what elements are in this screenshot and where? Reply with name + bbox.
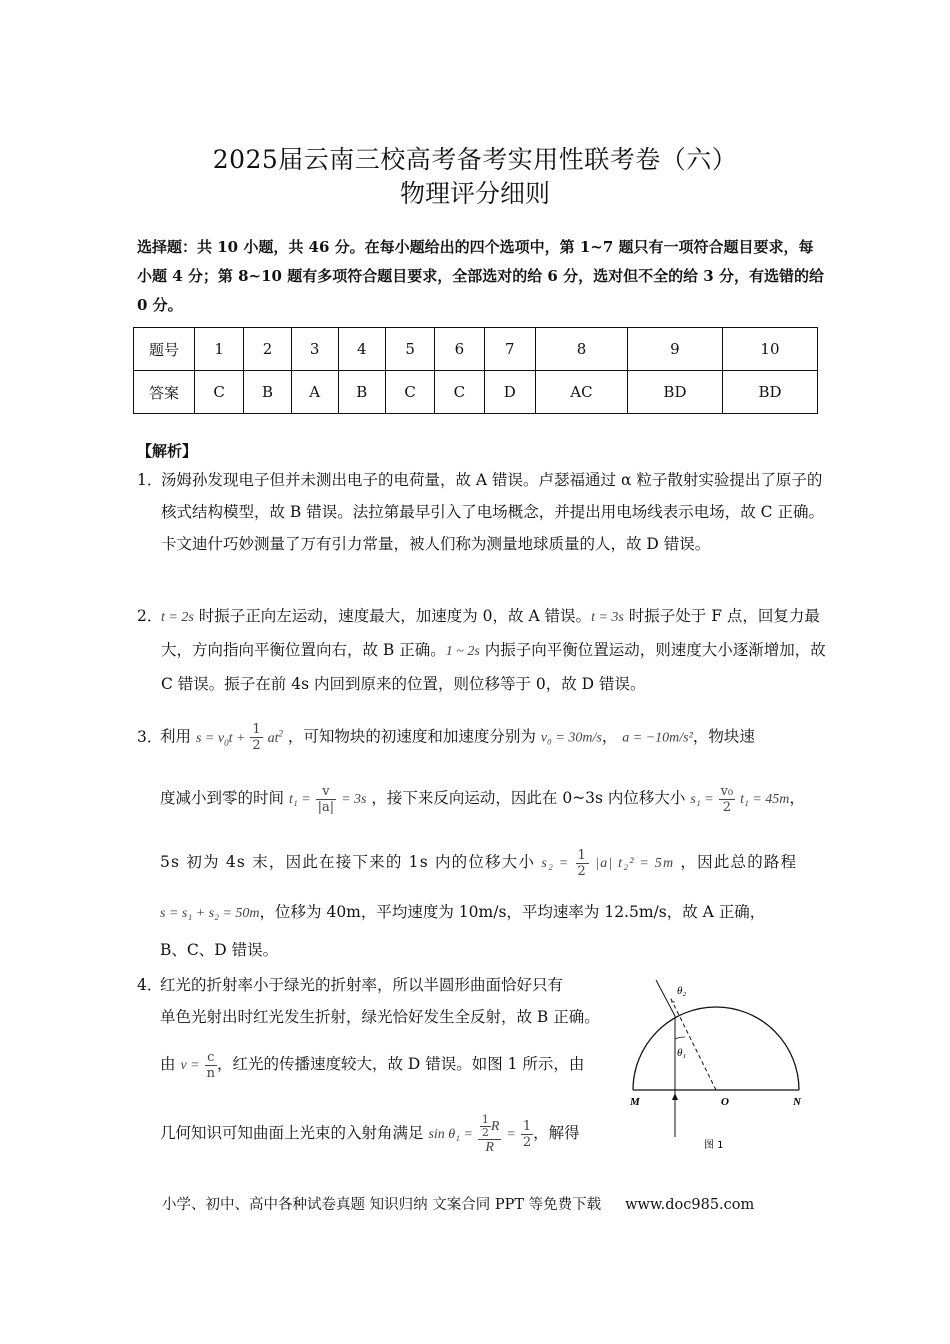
formula: $at^2$ [267, 728, 283, 746]
table-cell: 5 [385, 328, 434, 371]
text-run: 时振子处于 F 点，回复力最大，方向指向平衡位置向右，故 B 正确。 [161, 607, 820, 659]
normal-line [670, 997, 716, 1090]
formula-fraction: $\frac{1}{2}$ R R [478, 1114, 502, 1155]
formula: t₁ = 45m [740, 792, 790, 807]
figure-caption: 图 1 [704, 1140, 724, 1151]
text-run: 利用 [160, 727, 192, 746]
table-header-cell: 答案 [134, 371, 195, 414]
formula: = 3s [341, 792, 367, 807]
question-line [160, 838, 820, 888]
text-run: ， [601, 727, 618, 746]
question-line [160, 896, 820, 930]
text-run: ，接下来反向运动，因此在 0~3s 内位移大小 [371, 789, 686, 807]
formula: $s = v_0t$ + [195, 730, 246, 748]
text-run: ，位移为 40m，平均速度为 10m/s，平均速率为 12.5m/s，故 A 正确， [259, 903, 766, 921]
exam-title: 2025届云南三校高考备考实用性联考卷（六） [212, 145, 738, 174]
arrow-icon [672, 1093, 678, 1100]
formula: a = −10m/s² [622, 730, 693, 746]
table-cell: 8 [535, 328, 627, 371]
formula: = [506, 1127, 516, 1142]
page-footer [162, 1193, 754, 1214]
text-run: 度减小到零的时间 [160, 789, 285, 807]
table-cell: 1 [195, 328, 244, 371]
text-run: ，因此总的路程 [680, 853, 798, 871]
point-label-n: N [793, 1096, 801, 1108]
table-cell: B [338, 371, 385, 414]
question-line [160, 1042, 630, 1088]
table-row [134, 371, 818, 414]
text-run: 5s 初为 4s 末，因此在接下来的 1s 内的位移大小 [160, 853, 536, 871]
table-cell: C [195, 371, 244, 414]
exam-subtitle: 物理评分细则 [399, 179, 550, 208]
formula: t = 3s [591, 610, 624, 625]
table-cell: 2 [244, 328, 291, 371]
table-cell: BD [627, 371, 722, 414]
theta1-label: θ₁ [677, 1047, 687, 1059]
semicircle-arc [633, 1007, 799, 1090]
text-run: 内振子向平衡位置运动，则速度大小逐渐增加，故 C 错误。振子在前 4s 内回到原来的位置，则位移等于 0，故 D 错误。 [161, 641, 826, 693]
question-number: 4． [137, 976, 163, 994]
question-number: 3． [137, 728, 163, 746]
text-run: ，解得 [533, 1124, 580, 1142]
text-run: 时振子正向左运动，速度最大，加速度为 0，故 A 错误。 [193, 607, 592, 625]
table-cell: C [435, 371, 484, 414]
table-cell: BD [722, 371, 817, 414]
text-run: ，物块速 [692, 727, 755, 746]
formula: 1 ~ 2s [445, 644, 480, 659]
angle-arc-theta1 [675, 1037, 685, 1039]
theta2-label: θ₂ [677, 985, 687, 997]
formula-fraction: $\frac{\text{v₀}}{2}$ [720, 783, 734, 815]
question-text: 汤姆孙发现电子但并未测出电子的电荷量，故 A 错误。卢瑟福通过 α 粒子散射实验提出了原子的核式结构模型，故 B 错误。法拉第最早引入了电场概念，并提出用电场线表示电场，故 C 正确。卡文迪什巧妙测量了万有引力常量，被人们称为测量地球质量的人，故 D 错误。 [161, 471, 824, 553]
footer-text: 小学、初中、高中各种试卷真题 知识归纳 文案合同 PPT 等免费下载 [162, 1197, 602, 1213]
formula: v = [180, 1058, 200, 1073]
question-2 [137, 600, 827, 700]
question-line [160, 774, 820, 824]
formula: s₂ = [541, 856, 570, 871]
formula: s₁ = [690, 792, 714, 807]
table-cell: 3 [291, 328, 338, 371]
table-cell: 6 [435, 328, 484, 371]
table-cell: 10 [722, 328, 817, 371]
formula: s = s₁ + s₂ = 50m [160, 906, 260, 921]
table-cell: 4 [338, 328, 385, 371]
formula-fraction: $\frac{1}{2}$ [252, 722, 261, 754]
table-cell: 9 [627, 328, 722, 371]
table-cell: B [244, 371, 291, 414]
question-1 [137, 464, 827, 594]
question-line: 红光的折射率小于绿光的折射率，所以半圆形曲面恰好只有 [160, 976, 564, 994]
point-label-o: O [721, 1096, 729, 1108]
question-number: 2． [137, 607, 163, 625]
table-cell: D [484, 371, 535, 414]
point-label-m: M [630, 1096, 640, 1108]
formula: |a| t₂² = 5m [595, 856, 675, 871]
text-run: 由 [160, 1055, 176, 1073]
footer-url: www.doc985.com [625, 1197, 755, 1213]
text-run: ，红光的传播速度较大，故 D 错误。如图 1 所示，由 [216, 1055, 585, 1073]
question-line: 单色光射出时红光发生折射，绿光恰好发生全反射，故 B 正确。 [160, 1008, 600, 1026]
question-line [160, 1100, 630, 1168]
formula-fraction: $\frac{v}{|a|}$ [317, 783, 335, 815]
formula: t = 2s [161, 610, 194, 625]
table-cell: C [385, 371, 434, 414]
question-line: B、C、D 错误。 [160, 941, 279, 959]
answer-table [133, 327, 818, 414]
text-run: ， [789, 789, 805, 807]
question-text [161, 600, 827, 700]
question-number: 1． [137, 471, 163, 489]
question-line [160, 711, 820, 764]
table-header-cell: 题号 [134, 328, 195, 371]
table-cell: A [291, 371, 338, 414]
refracted-ray [656, 980, 675, 1016]
table-row [134, 328, 818, 371]
formula: t₁ = [288, 792, 311, 807]
formula-fraction: $\frac{1}{2}$ [577, 847, 588, 879]
figure-1-diagram [625, 977, 815, 1157]
text-run: 几何知识可知曲面上光束的入射角满足 [160, 1124, 424, 1142]
formula-fraction: $\frac{c}{n}$ [206, 1049, 215, 1081]
analysis-heading: 【解析】 [137, 442, 198, 460]
formula-fraction: $\frac{1}{2}$ [522, 1118, 532, 1150]
table-cell: 7 [484, 328, 535, 371]
text-run: ，可知物块的初速度和加速度分别为 [287, 727, 536, 746]
formula: v₀ = 30m/s [540, 730, 602, 746]
section-instructions: 选择题：共 10 小题，共 46 分。在每小题给出的四个选项中，第 1~7 题只有一项符合题目要求，每小题 4 分；第 8~10 题有多项符合题目要求，全部选对的给 6 分，选对但不全的给 3 分，有选错的给 0 分。 [137, 238, 824, 314]
formula: sin θ₁ = [428, 1127, 473, 1142]
table-cell: AC [535, 371, 627, 414]
